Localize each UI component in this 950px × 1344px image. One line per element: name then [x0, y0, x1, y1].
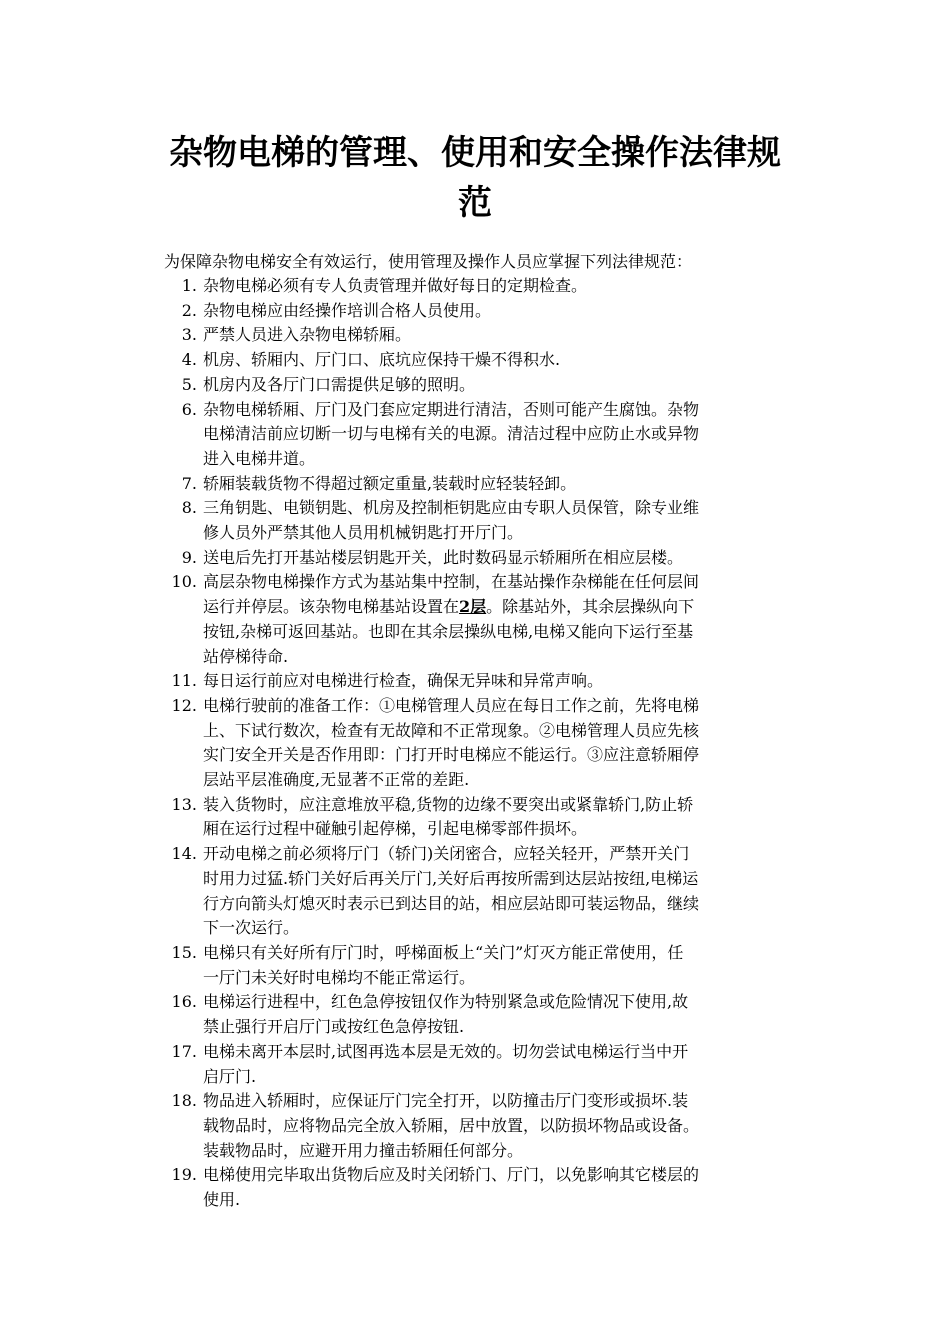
rule-text: 时用力过猛.轿门关好后再关厅门,关好后再按所需到达层站按纽,电梯运 [203, 868, 699, 888]
rule-text: 使用. [203, 1190, 241, 1210]
rule-item-11 [0, 669, 807, 694]
rule-item-19 [0, 1163, 807, 1212]
rule-item-18 [0, 1089, 807, 1163]
rule-item-17 [0, 1040, 807, 1089]
rule-number: 9. [181, 547, 197, 567]
rule-text: 轿厢装载货物不得超过额定重量,装载时应轻装轻卸。 [203, 473, 577, 493]
rule-text: 装入货物时，应注意堆放平稳,货物的边缘不要突出或紧靠轿门,防止轿 [203, 794, 694, 814]
rule-number: 6. [181, 399, 197, 419]
rule-text: 电梯运行进程中，红色急停按钮仅作为特别紧急或危险情况下使用,故 [203, 992, 689, 1012]
rule-text: 。除基站外，其余层操纵向下 [486, 597, 695, 617]
rule-text: 实门安全开关是否作用即：门打开时电梯应不能运行。③应注意轿厢停 [203, 745, 700, 765]
rules-list [0, 274, 950, 1213]
rule-number: 17. [171, 1041, 197, 1061]
rule-item-8 [0, 496, 807, 545]
rule-item-5 [0, 373, 807, 398]
rule-number: 16. [171, 992, 197, 1012]
rule-text: 杂物电梯必须有专人负责管理并做好每日的定期检查。 [203, 276, 588, 295]
rule-number: 12. [171, 695, 197, 715]
rule-text: 杂物电梯应由经操作培训合格人员使用。 [203, 300, 492, 320]
rule-item-2 [0, 299, 807, 324]
rule-item-14 [0, 842, 807, 941]
rule-text: 杂物电梯轿厢、厅门及门套应定期进行清洁，否则可能产生腐蚀。杂物 [203, 399, 700, 419]
rule-text: 下一次运行。 [203, 918, 300, 938]
rule-text: 启厅门. [203, 1066, 257, 1086]
document-title: 杂物电梯的管理、使用和安全操作法律规 [169, 133, 781, 173]
rule-text: 物品进入轿厢时，应保证厅门完全打开，以防撞击厅门变形或损坏.装 [203, 1091, 689, 1111]
rule-text: 行方向箭头灯熄灭时表示已到达目的站，相应层站即可装运物品，继续 [203, 893, 700, 913]
rule-number: 19. [171, 1165, 197, 1185]
rule-item-3 [0, 323, 807, 348]
rule-number: 8. [181, 498, 197, 518]
rule-item-15 [0, 941, 807, 990]
rule-number: 5. [181, 374, 197, 394]
rule-text: 运行并停层。该杂物电梯基站设置在 [203, 597, 460, 617]
rule-text: 站停梯待命. [203, 646, 289, 666]
rule-item-16 [0, 990, 807, 1039]
rule-text: 修人员外严禁其他人员用机械钥匙打开厅门。 [203, 523, 524, 543]
rule-text: 一厅门未关好时电梯均不能正常运行。 [203, 967, 476, 987]
rule-number: 13. [171, 794, 197, 814]
rule-text: 电梯只有关好所有厅门时，呼梯面板上“关门”灯灭方能正常使用，任 [203, 942, 684, 962]
rule-number: 1. [181, 276, 197, 295]
rule-number: 18. [171, 1091, 197, 1111]
rule-item-4 [0, 348, 807, 373]
rule-text: 禁止强行开启厅门或按红色急停按钮. [203, 1017, 465, 1037]
rule-number: 10. [171, 572, 197, 592]
rule-item-12 [0, 694, 807, 793]
rule-text: 上、下试行数次，检查有无故障和不正常现象。②电梯管理人员应先核 [203, 720, 700, 740]
rule-item-1 [0, 274, 807, 299]
intro-paragraph: 为保障杂物电梯安全有效运行，使用管理及操作人员应掌握下列法律规范： [164, 252, 693, 271]
rule-text: 开动电梯之前必须将厅门（轿门)关闭密合，应轻关轻开，严禁开关门 [203, 844, 690, 864]
rule-item-6 [0, 398, 807, 472]
rule-item-10 [0, 570, 807, 669]
rule-number: 7. [181, 473, 197, 493]
rule-number: 3. [181, 325, 197, 345]
rule-number: 4. [181, 350, 197, 370]
rule-text: 严禁人员进入杂物电梯轿厢。 [203, 325, 412, 345]
rule-text: 机房内及各厅门口需提供足够的照明。 [203, 374, 476, 394]
document-title-continued: 范 [458, 183, 492, 223]
rule-text: 三角钥匙、电锁钥匙、机房及控制柜钥匙应由专职人员保管，除专业维 [203, 498, 700, 518]
rule-item-9 [0, 546, 807, 571]
rule-text: 电梯使用完毕取出货物后应及时关闭轿门、厅门，以免影响其它楼层的 [203, 1165, 700, 1185]
rule-item-13 [0, 793, 807, 842]
rule-text: 送电后先打开基站楼层钥匙开关，此时数码显示轿厢所在相应层楼。 [203, 547, 684, 567]
rule-number: 2. [181, 300, 197, 320]
rule-text: 厢在运行过程中碰触引起停梯，引起电梯零部件损坏。 [203, 819, 588, 839]
rule-text: 每日运行前应对电梯进行检查，确保无异味和异常声响。 [203, 671, 604, 691]
rule-text: 机房、轿厢内、厅门口、底坑应保持干燥不得积水. [203, 350, 561, 370]
rule-text: 电梯未离开本层时,试图再选本层是无效的。切勿尝试电梯运行当中开 [203, 1041, 689, 1061]
rule-text: 进入电梯井道。 [203, 448, 316, 468]
rule-item-7 [0, 472, 807, 497]
base-floor-emphasis: 2层 [459, 597, 487, 617]
rule-text: 层站平层准确度,无显著不正常的差距. [203, 770, 470, 790]
rule-text: 按钮,杂梯可返回基站。也即在其余层操纵电梯,电梯又能向下运行至基 [203, 621, 694, 641]
rule-text-with-emphasis [203, 595, 807, 620]
rule-text: 电梯行驶前的准备工作：①电梯管理人员应在每日工作之前，先将电梯 [203, 695, 700, 715]
rule-number: 15. [171, 942, 197, 962]
rule-text: 载物品时，应将物品完全放入轿厢，居中放置，以防损坏物品或设备。 [203, 1115, 700, 1135]
rule-number: 11. [171, 671, 197, 691]
rule-number: 14. [171, 844, 197, 864]
rule-text: 装载物品时，应避开用力撞击轿厢任何部分。 [203, 1140, 524, 1160]
rule-text: 电梯清洁前应切断一切与电梯有关的电源。清洁过程中应防止水或异物 [203, 424, 700, 444]
rule-text: 高层杂物电梯操作方式为基站集中控制，在基站操作杂梯能在任何层间 [203, 572, 700, 592]
